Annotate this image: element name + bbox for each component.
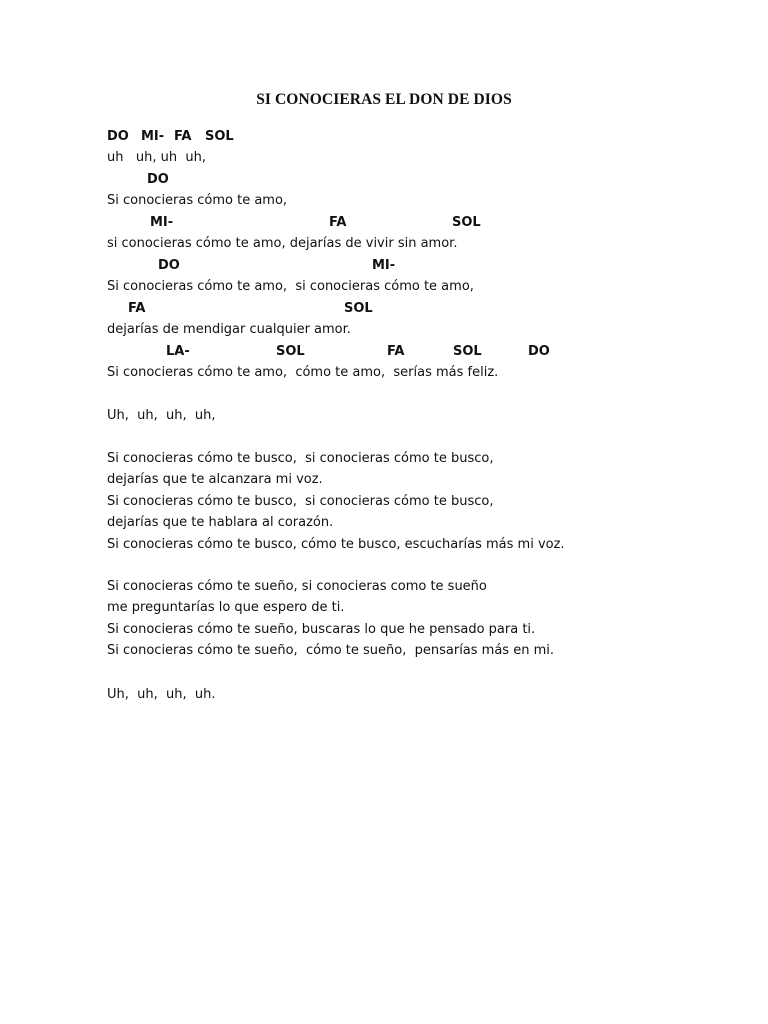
chord: FA (387, 344, 405, 359)
chord: SOL (344, 301, 373, 316)
chord: SOL (453, 344, 482, 359)
chord: FA (174, 129, 192, 144)
chord: SOL (276, 344, 305, 359)
lyric-line: Si conocieras cómo te sueño, si conocieras como te sueño (107, 579, 487, 594)
lyric-line: Si conocieras cómo te busco, si conocieras cómo te busco, (107, 494, 494, 509)
lyric-line: Si conocieras cómo te amo, cómo te amo, serías más feliz. (107, 365, 499, 380)
lyric-line: dejarías que te hablara al corazón. (107, 515, 334, 530)
lyric-line: dejarías que te alcanzara mi voz. (107, 472, 323, 487)
lyric-line: Uh, uh, uh, uh. (107, 687, 216, 702)
lyric-line: Si conocieras cómo te sueño, buscaras lo que he pensado para ti. (107, 622, 536, 637)
lyric-line: uh uh, uh uh, (107, 150, 206, 165)
lyric-line: dejarías de mendigar cualquier amor. (107, 322, 351, 337)
lyric-line: me preguntarías lo que espero de ti. (107, 600, 345, 615)
lyric-line: Si conocieras cómo te sueño, cómo te sueño, pensarías más en mi. (107, 643, 554, 658)
chord: FA (128, 301, 146, 316)
chord: SOL (205, 129, 234, 144)
chord: DO (158, 258, 180, 273)
chord-line (107, 213, 481, 233)
chord: DO (147, 172, 169, 187)
lyric-line: Si conocieras cómo te busco, cómo te busco, escucharías más mi voz. (107, 537, 565, 552)
chord: MI- (141, 129, 165, 144)
chord: LA- (166, 344, 190, 359)
chord: MI- (372, 258, 396, 273)
lyric-line: Si conocieras cómo te amo, (107, 193, 288, 208)
chord: MI- (150, 215, 174, 230)
chord-line (107, 170, 169, 190)
chord: FA (329, 215, 347, 230)
lyric-line: Si conocieras cómo te amo, si conocieras cómo te amo, (107, 279, 474, 294)
chord: DO (528, 344, 550, 359)
lyric-line: si conocieras cómo te amo, dejarías de vivir sin amor. (107, 236, 458, 251)
chord: SOL (452, 215, 481, 230)
chord-line (107, 299, 373, 319)
document-title: SI CONOCIERAS EL DON DE DIOS (256, 91, 512, 108)
lyric-line: Si conocieras cómo te busco, si conocieras cómo te busco, (107, 451, 494, 466)
chord-line (107, 342, 550, 362)
chord-line (107, 256, 396, 276)
lyric-line: Uh, uh, uh, uh, (107, 408, 216, 423)
chord: DO (107, 129, 129, 144)
chord-line (107, 127, 234, 147)
